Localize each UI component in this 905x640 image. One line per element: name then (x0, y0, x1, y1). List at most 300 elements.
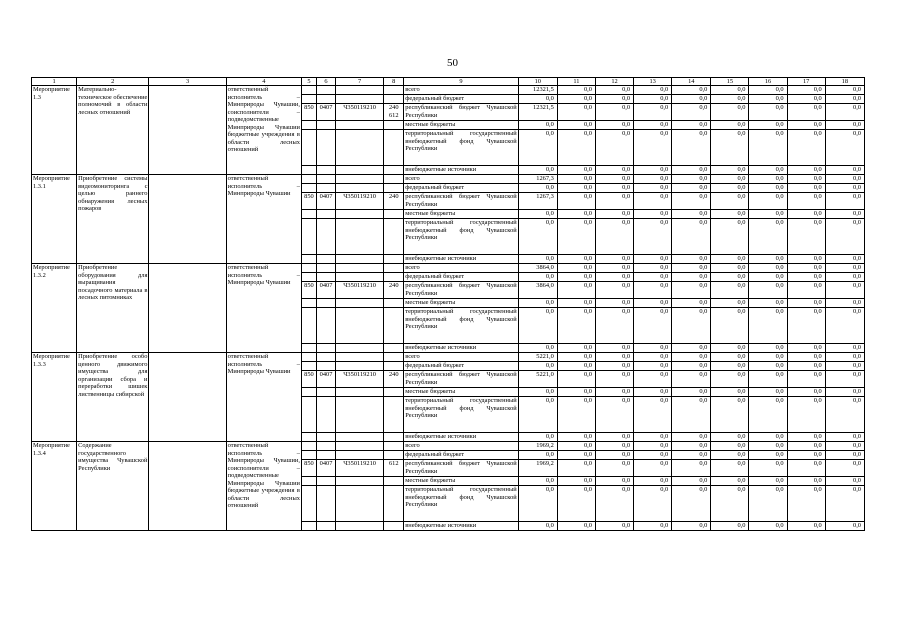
value-cell: 0,0 (557, 86, 595, 95)
code-rz (316, 184, 335, 193)
value-cell: 0,0 (557, 104, 595, 121)
header-cell: 4 (226, 78, 301, 86)
code-rz (316, 175, 335, 184)
value-cell: 0,0 (518, 397, 557, 433)
value-cell: 0,0 (749, 433, 787, 442)
code-csr (336, 219, 384, 255)
code-csr (336, 344, 384, 353)
value-cell: 0,0 (595, 397, 633, 433)
code-rz: 0407 (316, 104, 335, 121)
table-row (32, 353, 865, 362)
value-cell: 0,0 (825, 522, 864, 531)
value-cell: 0,0 (672, 121, 711, 130)
value-cell: 0,0 (595, 219, 633, 255)
value-cell: 0,0 (518, 210, 557, 219)
value-cell: 0,0 (557, 193, 595, 210)
code-rz (316, 166, 335, 175)
value-cell: 0,0 (634, 522, 672, 531)
value-cell: 0,0 (825, 210, 864, 219)
table-row (32, 264, 865, 273)
value-cell: 0,0 (825, 184, 864, 193)
value-cell: 0,0 (787, 219, 825, 255)
value-cell: 0,0 (634, 299, 672, 308)
value-cell: 0,0 (672, 442, 711, 451)
code-csr: Ч350119210 (336, 460, 384, 477)
value-cell: 0,0 (634, 442, 672, 451)
value-cell: 0,0 (711, 130, 749, 166)
code-rz (316, 353, 335, 362)
measure-title: Приобретение особо ценного движимого имущества для организации сбора и переработки шишек лиственницы сибирской (77, 353, 149, 442)
value-cell: 0,0 (711, 397, 749, 433)
value-cell: 0,0 (672, 460, 711, 477)
funding-source: территориальный государственный внебюджетный фонд Чувашской Республики (404, 219, 518, 255)
funding-source: местные бюджеты (404, 477, 518, 486)
value-cell: 0,0 (634, 210, 672, 219)
value-cell: 0,0 (787, 166, 825, 175)
value-cell: 0,0 (787, 308, 825, 344)
code-csr (336, 353, 384, 362)
value-cell: 0,0 (672, 175, 711, 184)
value-cell: 0,0 (557, 175, 595, 184)
value-cell: 0,0 (557, 477, 595, 486)
value-cell: 0,0 (557, 433, 595, 442)
value-cell: 0,0 (595, 442, 633, 451)
code-vr (384, 477, 404, 486)
value-cell: 0,0 (634, 273, 672, 282)
measure-id: Мероприятие 1.3.1 (32, 175, 77, 264)
value-cell: 0,0 (825, 451, 864, 460)
value-cell: 0,0 (634, 121, 672, 130)
value-cell: 0,0 (595, 344, 633, 353)
value-cell: 0,0 (672, 130, 711, 166)
code-grbs (301, 308, 316, 344)
code-vr (384, 210, 404, 219)
value-cell: 0,0 (749, 104, 787, 121)
measure-id: Мероприятие 1.3.2 (32, 264, 77, 353)
value-cell: 0,0 (672, 193, 711, 210)
value-cell: 0,0 (787, 397, 825, 433)
header-cell: 11 (557, 78, 595, 86)
value-cell: 0,0 (595, 184, 633, 193)
value-cell: 0,0 (825, 166, 864, 175)
value-cell: 0,0 (518, 184, 557, 193)
value-cell: 0,0 (749, 264, 787, 273)
code-csr (336, 362, 384, 371)
funding-source: местные бюджеты (404, 299, 518, 308)
value-cell: 0,0 (787, 264, 825, 273)
code-grbs (301, 86, 316, 95)
value-cell: 0,0 (634, 86, 672, 95)
value-cell: 0,0 (711, 299, 749, 308)
value-cell: 0,0 (787, 388, 825, 397)
header-cell: 6 (316, 78, 335, 86)
code-csr (336, 273, 384, 282)
value-cell: 0,0 (787, 371, 825, 388)
code-csr (336, 442, 384, 451)
value-cell: 0,0 (711, 219, 749, 255)
value-cell: 0,0 (634, 344, 672, 353)
funding-source: внебюджетные источники (404, 344, 518, 353)
code-grbs: 850 (301, 104, 316, 121)
code-csr (336, 255, 384, 264)
code-vr (384, 388, 404, 397)
value-cell: 0,0 (749, 397, 787, 433)
value-cell: 0,0 (634, 477, 672, 486)
value-cell: 0,0 (787, 210, 825, 219)
value-cell: 0,0 (787, 486, 825, 522)
value-cell: 0,0 (634, 371, 672, 388)
header-cell: 7 (336, 78, 384, 86)
value-cell: 0,0 (595, 371, 633, 388)
value-cell: 0,0 (518, 255, 557, 264)
value-cell: 0,0 (595, 255, 633, 264)
value-cell: 0,0 (787, 282, 825, 299)
value-cell: 0,0 (518, 219, 557, 255)
code-vr (384, 273, 404, 282)
value-cell: 0,0 (749, 273, 787, 282)
value-cell: 0,0 (711, 308, 749, 344)
code-grbs (301, 486, 316, 522)
code-vr (384, 219, 404, 255)
value-cell: 0,0 (787, 184, 825, 193)
code-grbs (301, 175, 316, 184)
code-csr (336, 308, 384, 344)
value-cell: 0,0 (595, 210, 633, 219)
measure-id: Мероприятие 1.3.4 (32, 442, 77, 531)
header-cell: 10 (518, 78, 557, 86)
value-cell: 1267,3 (518, 193, 557, 210)
code-rz: 0407 (316, 371, 335, 388)
funding-source: всего (404, 353, 518, 362)
value-cell: 0,0 (518, 486, 557, 522)
value-cell: 0,0 (518, 273, 557, 282)
value-cell: 0,0 (825, 371, 864, 388)
value-cell: 0,0 (711, 522, 749, 531)
measure-title: Приобретение системы видеомониторинга с целью раннего обнаружения лесных пожаров (77, 175, 149, 264)
value-cell: 0,0 (787, 451, 825, 460)
value-cell: 0,0 (634, 397, 672, 433)
value-cell: 0,0 (711, 86, 749, 95)
value-cell: 0,0 (711, 486, 749, 522)
value-cell: 0,0 (787, 477, 825, 486)
header-cell: 14 (672, 78, 711, 86)
value-cell: 0,0 (749, 255, 787, 264)
value-cell: 0,0 (711, 388, 749, 397)
code-csr: Ч350119210 (336, 193, 384, 210)
value-cell: 0,0 (672, 486, 711, 522)
value-cell: 0,0 (518, 121, 557, 130)
value-cell: 0,0 (557, 451, 595, 460)
code-vr (384, 86, 404, 95)
value-cell: 0,0 (634, 460, 672, 477)
responsible-executor: ответственный исполнитель – Минприроды Чувашии (226, 353, 301, 442)
value-cell: 0,0 (557, 442, 595, 451)
value-cell: 0,0 (825, 344, 864, 353)
code-grbs (301, 451, 316, 460)
code-vr: 612 (384, 460, 404, 477)
code-csr (336, 486, 384, 522)
code-grbs (301, 219, 316, 255)
value-cell: 0,0 (595, 486, 633, 522)
funding-source: всего (404, 175, 518, 184)
code-grbs (301, 522, 316, 531)
value-cell: 0,0 (672, 433, 711, 442)
table-row (32, 175, 865, 184)
value-cell: 0,0 (634, 175, 672, 184)
code-csr (336, 397, 384, 433)
funding-source: местные бюджеты (404, 210, 518, 219)
value-cell: 0,0 (711, 95, 749, 104)
value-cell: 0,0 (825, 193, 864, 210)
value-cell: 0,0 (557, 362, 595, 371)
code-grbs (301, 121, 316, 130)
code-rz (316, 433, 335, 442)
value-cell: 0,0 (749, 86, 787, 95)
code-vr (384, 121, 404, 130)
value-cell: 0,0 (672, 264, 711, 273)
header-cell: 9 (404, 78, 518, 86)
value-cell: 0,0 (634, 95, 672, 104)
table-row (32, 442, 865, 451)
value-cell: 0,0 (787, 433, 825, 442)
table-header-row (32, 78, 865, 86)
value-cell: 0,0 (634, 184, 672, 193)
value-cell: 0,0 (787, 362, 825, 371)
value-cell: 0,0 (711, 104, 749, 121)
value-cell: 0,0 (711, 184, 749, 193)
value-cell: 0,0 (634, 433, 672, 442)
header-cell: 8 (384, 78, 404, 86)
value-cell: 0,0 (595, 362, 633, 371)
code-rz (316, 264, 335, 273)
code-grbs: 850 (301, 193, 316, 210)
value-cell: 3864,0 (518, 264, 557, 273)
value-cell: 0,0 (595, 433, 633, 442)
value-cell: 0,0 (634, 353, 672, 362)
code-vr: 240 (384, 282, 404, 299)
code-grbs (301, 397, 316, 433)
value-cell: 0,0 (518, 388, 557, 397)
value-cell: 0,0 (749, 166, 787, 175)
value-cell: 0,0 (518, 433, 557, 442)
value-cell: 0,0 (825, 255, 864, 264)
table-row (32, 86, 865, 95)
code-csr (336, 210, 384, 219)
value-cell: 0,0 (672, 362, 711, 371)
header-cell: 16 (749, 78, 787, 86)
value-cell: 0,0 (595, 121, 633, 130)
header-cell: 17 (787, 78, 825, 86)
code-csr: Ч350119210 (336, 282, 384, 299)
value-cell: 0,0 (518, 362, 557, 371)
code-csr (336, 451, 384, 460)
value-cell: 0,0 (595, 308, 633, 344)
code-rz (316, 299, 335, 308)
value-cell: 0,0 (749, 388, 787, 397)
value-cell: 0,0 (595, 522, 633, 531)
measure-col3 (149, 264, 226, 353)
value-cell: 0,0 (787, 255, 825, 264)
value-cell: 0,0 (787, 460, 825, 477)
value-cell: 0,0 (749, 451, 787, 460)
value-cell: 0,0 (749, 210, 787, 219)
value-cell: 0,0 (787, 522, 825, 531)
code-vr (384, 255, 404, 264)
measure-title: Приобретение оборудования для выращивания посадочного материала в лесных питомниках (77, 264, 149, 353)
value-cell: 0,0 (518, 477, 557, 486)
code-rz (316, 95, 335, 104)
code-grbs (301, 264, 316, 273)
funding-source: территориальный государственный внебюджетный фонд Чувашской Республики (404, 308, 518, 344)
funding-source: федеральный бюджет (404, 273, 518, 282)
code-csr: Ч350119210 (336, 371, 384, 388)
header-cell: 1 (32, 78, 77, 86)
funding-source: местные бюджеты (404, 121, 518, 130)
code-csr (336, 121, 384, 130)
value-cell: 0,0 (634, 219, 672, 255)
code-grbs (301, 273, 316, 282)
page-number: 50 (447, 57, 458, 69)
code-vr (384, 130, 404, 166)
code-vr (384, 442, 404, 451)
code-rz: 0407 (316, 460, 335, 477)
value-cell: 0,0 (749, 353, 787, 362)
value-cell: 0,0 (749, 486, 787, 522)
code-grbs (301, 353, 316, 362)
value-cell: 0,0 (749, 130, 787, 166)
value-cell: 0,0 (557, 344, 595, 353)
code-grbs (301, 299, 316, 308)
code-rz (316, 486, 335, 522)
value-cell: 0,0 (557, 460, 595, 477)
value-cell: 0,0 (749, 299, 787, 308)
code-grbs (301, 388, 316, 397)
code-csr (336, 388, 384, 397)
funding-source: республиканский бюджет Чувашской Республики (405, 104, 517, 119)
value-cell: 0,0 (711, 175, 749, 184)
value-cell: 0,0 (518, 308, 557, 344)
value-cell: 0,0 (672, 353, 711, 362)
value-cell: 0,0 (557, 371, 595, 388)
code-vr: 240 (384, 371, 404, 388)
funding-source: федеральный бюджет (404, 451, 518, 460)
value-cell: 0,0 (787, 344, 825, 353)
value-cell: 0,0 (672, 299, 711, 308)
value-cell: 0,0 (557, 397, 595, 433)
code-rz (316, 130, 335, 166)
value-cell: 0,0 (672, 273, 711, 282)
code-grbs (301, 344, 316, 353)
value-cell: 0,0 (634, 264, 672, 273)
header-cell: 18 (825, 78, 864, 86)
code-vr (384, 522, 404, 531)
value-cell: 0,0 (711, 255, 749, 264)
value-cell: 0,0 (672, 308, 711, 344)
value-cell: 0,0 (672, 344, 711, 353)
value-cell: 0,0 (787, 175, 825, 184)
value-cell: 0,0 (749, 219, 787, 255)
value-cell: 0,0 (825, 353, 864, 362)
code-rz (316, 219, 335, 255)
value-cell: 0,0 (672, 104, 711, 121)
code-vr: 240 612 (384, 104, 404, 121)
value-cell: 0,0 (518, 522, 557, 531)
code-csr (336, 477, 384, 486)
value-cell: 0,0 (518, 166, 557, 175)
value-cell: 0,0 (518, 299, 557, 308)
value-cell: 0,0 (672, 184, 711, 193)
funding-source: федеральный бюджет (404, 184, 518, 193)
value-cell: 0,0 (595, 193, 633, 210)
value-cell: 0,0 (595, 451, 633, 460)
value-cell: 0,0 (634, 166, 672, 175)
value-cell: 0,0 (825, 95, 864, 104)
code-csr (336, 130, 384, 166)
code-csr (336, 433, 384, 442)
value-cell: 0,0 (749, 442, 787, 451)
measure-col3 (149, 175, 226, 264)
responsible-executor: ответственный исполнитель – Минприроды Чувашии, соисполнители – подведомственные Минприроды Чувашии бюджетные учреждения в области лесных отношений (226, 442, 301, 531)
value-cell: 1969,2 (518, 442, 557, 451)
value-cell: 0,0 (825, 362, 864, 371)
value-cell: 0,0 (787, 193, 825, 210)
code-vr (384, 397, 404, 433)
code-rz (316, 388, 335, 397)
code-rz (316, 308, 335, 344)
funding-source: республиканский бюджет Чувашской Республики (405, 371, 517, 386)
code-rz (316, 442, 335, 451)
value-cell: 0,0 (825, 308, 864, 344)
value-cell: 0,0 (825, 219, 864, 255)
code-csr (336, 95, 384, 104)
value-cell: 0,0 (711, 282, 749, 299)
funding-source: территориальный государственный внебюджетный фонд Чувашской Республики (404, 486, 518, 522)
header-cell: 15 (711, 78, 749, 86)
value-cell: 0,0 (557, 166, 595, 175)
value-cell: 0,0 (787, 104, 825, 121)
funding-source: местные бюджеты (404, 388, 518, 397)
code-grbs (301, 433, 316, 442)
code-csr (336, 86, 384, 95)
code-rz: 0407 (316, 193, 335, 210)
value-cell: 0,0 (749, 460, 787, 477)
code-csr (336, 299, 384, 308)
funding-source: территориальный государственный внебюджетный фонд Чувашской Республики (404, 397, 518, 433)
value-cell: 0,0 (672, 397, 711, 433)
value-cell: 0,0 (825, 264, 864, 273)
value-cell: 0,0 (595, 86, 633, 95)
code-rz (316, 477, 335, 486)
measure-col3 (149, 442, 226, 531)
value-cell: 0,0 (749, 175, 787, 184)
code-grbs (301, 362, 316, 371)
value-cell: 0,0 (672, 86, 711, 95)
value-cell: 5221,0 (518, 371, 557, 388)
code-csr (336, 264, 384, 273)
code-vr (384, 433, 404, 442)
value-cell: 0,0 (557, 388, 595, 397)
funding-source: внебюджетные источники (404, 522, 518, 531)
value-cell: 0,0 (749, 477, 787, 486)
value-cell: 0,0 (787, 121, 825, 130)
code-vr (384, 166, 404, 175)
measure-title: Материально-техническое обеспечение полномочий в области лесных отношений (77, 86, 149, 175)
value-cell: 0,0 (634, 255, 672, 264)
value-cell: 0,0 (711, 353, 749, 362)
value-cell: 0,0 (557, 264, 595, 273)
value-cell: 0,0 (749, 522, 787, 531)
value-cell: 0,0 (787, 353, 825, 362)
